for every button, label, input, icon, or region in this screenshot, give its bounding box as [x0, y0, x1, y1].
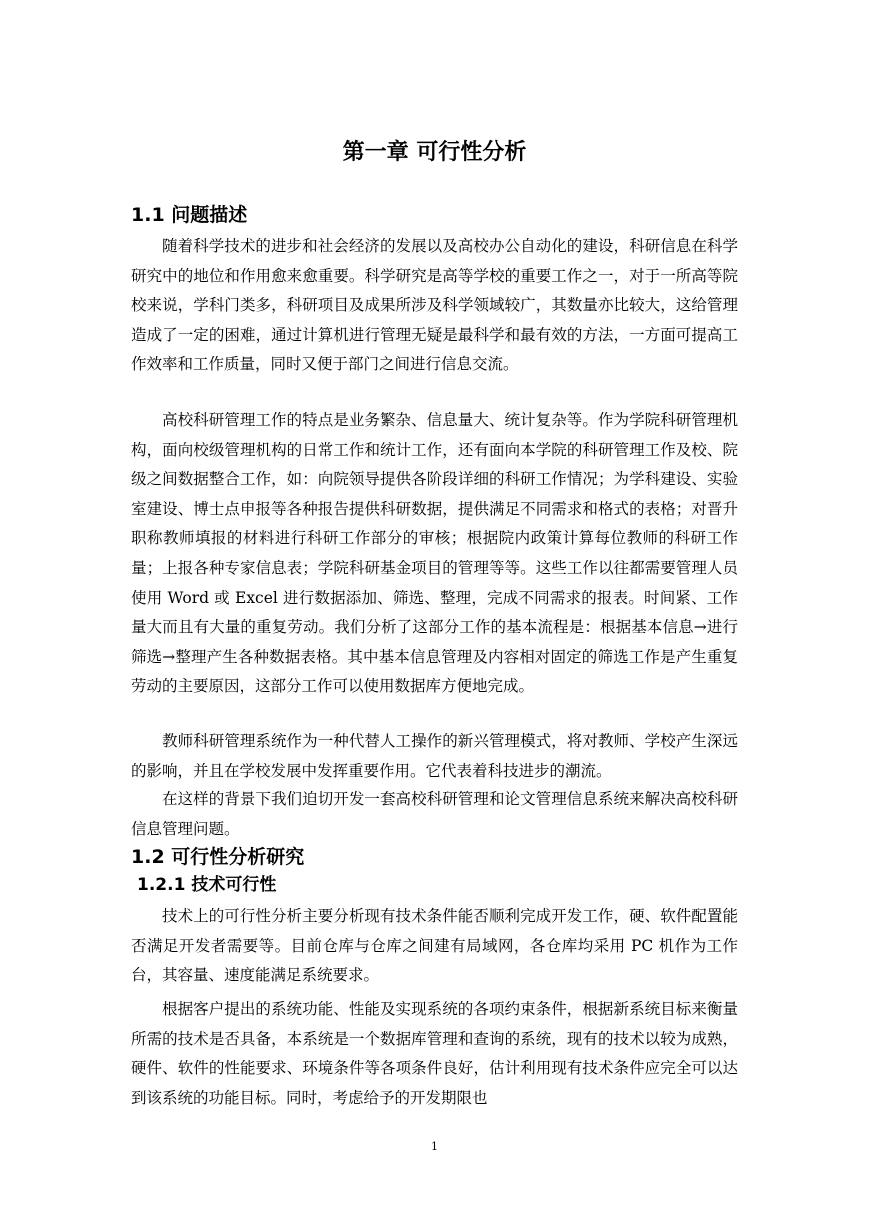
subsection-heading-1-2-1: 1.2.1 技术可行性 — [137, 875, 277, 895]
paragraph: 随着科学技术的进步和社会经济的发展以及高校办公自动化的建设，科研信息在科学研究中的地位和作用愈来愈重要。科学研究是高等学校的重要工作之一，对于一所高等院校来说，学科门类多，科研项目及成果所涉及科学领域较广，其数量亦比较大，这给管理造成了一定的困难，通过计算机进行管理无疑是最科学和最有效的方法，一方面可提高工作效率和工作质量，同时又便于部门之间进行信息交流。 — [131, 237, 738, 374]
paragraph: 根据客户提出的系统功能、性能及实现系统的各项约束条件，根据新系统目标来衡量所需的技术是否具备，本系统是一个数据库管理和查询的系统，现有的技术以较为成熟，硬件、软件的性能要求、环境条件等各项条件良好，估计利用现有技术条件应完全可以达到该系统的功能目标。同时，考虑给予的开发期限也 — [131, 1000, 738, 1107]
paragraph: 教师科研管理系统作为一种代替人工操作的新兴管理模式，将对教师、学校产生深远的影响，并且在学校发展中发挥重要作用。它代表着科技进步的潮流。 — [131, 732, 738, 780]
chapter-title: 第一章 可行性分析 — [342, 140, 527, 165]
section-heading-1-1: 1.1 问题描述 — [131, 204, 248, 226]
page-number: 1 — [431, 1140, 438, 1153]
section-heading-1-2: 1.2 可行性分析研究 — [131, 846, 305, 868]
paragraph: 技术上的可行性分析主要分析现有技术条件能否顺利完成开发工作，硬、软件配置能否满足开发者需要等。目前仓库与仓库之间建有局域网，各仓库均采用 PC 机作为工作台，其容量、速度能满足系统要求。 — [131, 907, 738, 985]
paragraph: 高校科研管理工作的特点是业务繁杂、信息量大、统计复杂等。作为学院科研管理机构，面向校级管理机构的日常工作和统计工作，还有面向本学院的科研管理工作及校、院级之间数据整合工作，如：向院领导提供各阶段详细的科研工作情况；为学科建设、实验室建设、博士点申报等各种报告提供科研数据，提供满足不同需求和格式的表格；对晋升职称教师填报的材料进行科研工作部分的审核；根据院内政策计算每位教师的科研工作量；上报各种专家信息表；学院科研基金项目的管理等等。这些工作以往都需要管理人员使用 Word 或 Excel 进行数据添加、筛选、整理，完成不同需求的报表。时间紧、工作量大而且有大量的重复劳动。我们分析了这部分工作的基本流程是：根据基本信息→进行筛选→整理产生各种数据表格。其中基本信息管理及内容相对固定的筛选工作是产生重复劳动的主要原因，这部分工作可以使用数据库方便地完成。 — [131, 411, 738, 696]
paragraph: 在这样的背景下我们迫切开发一套高校科研管理和论文管理信息系统来解决高校科研信息管理问题。 — [131, 790, 738, 838]
